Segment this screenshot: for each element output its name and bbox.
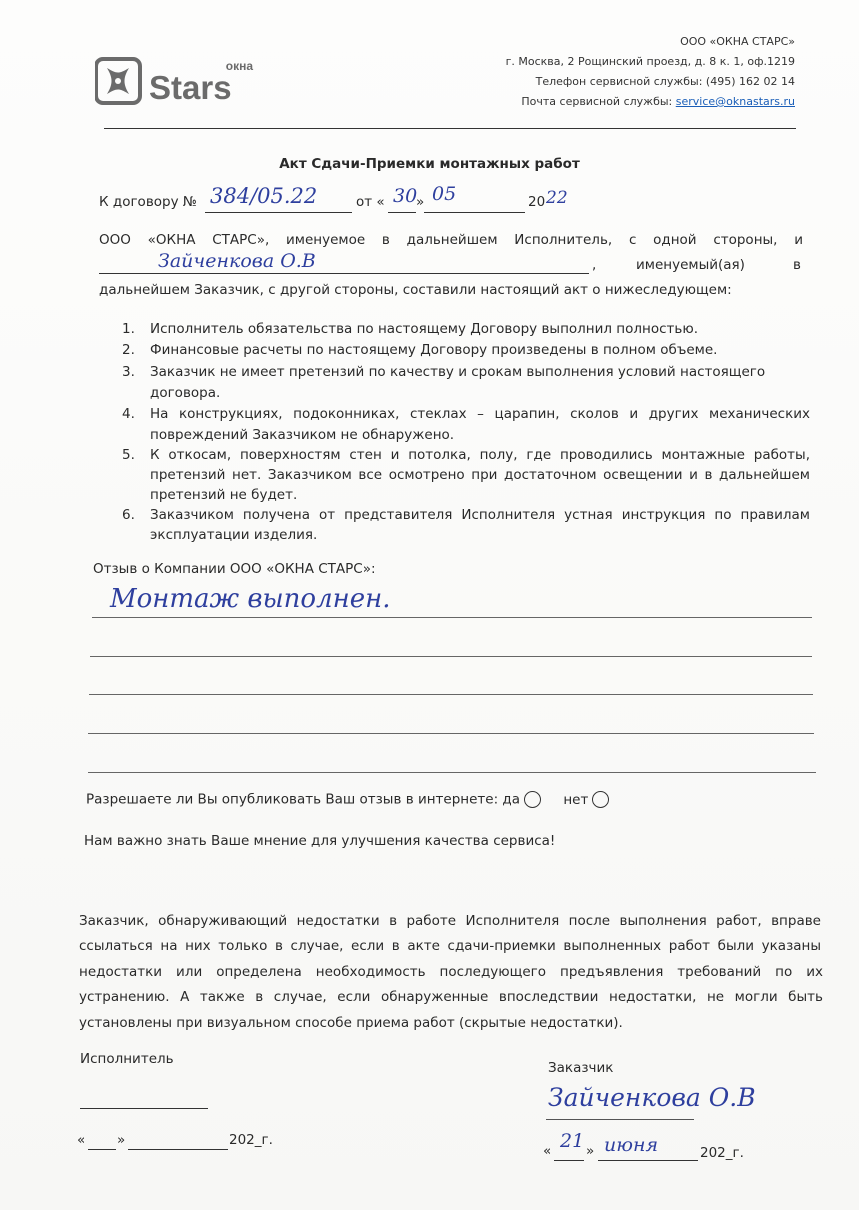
feedback-importance-text: Нам важно знать Ваше мнение для улучшения качества сервиса!: [84, 833, 556, 849]
list-item-text: Исполнитель обязательства по настоящему Договору выполнил полностью.: [150, 321, 699, 337]
legal-line: устранению. А также в случае, если обнаруженные впоследствии недостатки, не могли быть: [79, 989, 823, 1005]
executor-date-close: »: [117, 1132, 126, 1148]
customer-date-month: июня: [604, 1134, 659, 1156]
list-item-number: 6.: [122, 507, 135, 523]
logo-emblem-icon: [96, 59, 140, 103]
list-item-number: 3.: [122, 364, 135, 380]
list-item-number: 4.: [122, 406, 135, 422]
list-item-text: Заказчиком получена от представителя Исполнителя устная инструкция по правилам: [150, 507, 810, 523]
review-line: [88, 772, 816, 773]
list-item-number: 2.: [122, 342, 135, 358]
contract-day: 30: [393, 185, 418, 207]
list-item-text: эксплуатации изделия.: [150, 527, 318, 543]
publish-no-radio[interactable]: [592, 791, 609, 808]
contract-number: 384/05.22: [210, 184, 318, 208]
service-email-line: [521, 92, 795, 111]
review-line: [92, 617, 812, 618]
publish-no-label: нет: [563, 791, 589, 808]
publish-question: [86, 791, 609, 808]
contract-month: 05: [432, 183, 457, 205]
list-item-number: 1.: [122, 321, 135, 337]
contract-prefix: К договору №: [99, 194, 197, 210]
customer-date-day: 21: [560, 1130, 585, 1152]
intro-line-3: дальнейшем Заказчик, с другой стороны, составили настоящий акт о нижеследующем:: [99, 282, 732, 298]
document-title: Акт Сдачи-Приемки монтажных работ: [279, 156, 580, 172]
intro-in: в: [793, 257, 801, 273]
review-line: [89, 694, 813, 695]
executor-date-open: «: [77, 1132, 86, 1148]
intro-line-1: ООО «ОКНА СТАРС», именуемое в дальнейшем Исполнитель, с одной стороны, и: [99, 232, 803, 248]
company-address: г. Москва, 2 Рощинский проезд, д. 8 к. 1, оф.1219: [505, 55, 795, 68]
review-line: [90, 656, 812, 657]
legal-line: установлены при визуальном способе приема работ (скрытые недостатки).: [79, 1015, 623, 1031]
list-item-text: претензий нет. Заказчиком все осмотрено при достаточном освещении и в дальнейшем: [150, 467, 810, 483]
executor-label: Исполнитель: [80, 1051, 174, 1067]
review-label: Отзыв о Компании ООО «ОКНА СТАРС»:: [93, 561, 376, 577]
review-line: [88, 733, 814, 734]
contract-year-prefix: 20: [528, 194, 546, 210]
logo-main-text: Stars: [149, 69, 232, 106]
customer-name: Зайченкова О.В: [158, 250, 316, 272]
list-item-text: претензий не будет.: [150, 487, 298, 503]
list-item-text: договора.: [150, 385, 221, 401]
list-item-text: На конструкциях, подоконниках, стеклах – царапин, сколов и других механических: [150, 406, 810, 422]
customer-signature: Зайченкова О.В: [548, 1083, 756, 1112]
publish-yes-radio[interactable]: [524, 791, 541, 808]
list-item-number: 5.: [122, 447, 135, 463]
header-divider: [104, 128, 796, 129]
legal-line: ссылаться на них только в случае, если в акте сдачи-приемки выполненных работ были указаны: [79, 938, 821, 954]
executor-signature-line: [80, 1108, 208, 1109]
intro-named: именуемый(ая): [636, 257, 745, 273]
list-item-text: повреждений Заказчиком не обнаружено.: [150, 427, 455, 443]
intro-comma: ,: [592, 257, 597, 273]
service-email-label: Почта сервисной службы:: [521, 95, 673, 108]
customer-date-year: 202_г.: [700, 1145, 744, 1161]
okna-stars-logo: [95, 56, 265, 108]
review-text: Монтаж выполнен.: [110, 584, 391, 614]
executor-date-year: 202_г.: [229, 1132, 273, 1148]
logo-small-text: окна: [225, 59, 253, 73]
customer-date-open: «: [543, 1143, 552, 1159]
publish-question-text: Разрешаете ли Вы опубликовать Ваш отзыв в интернете: да: [86, 791, 521, 808]
customer-date-close: »: [586, 1143, 595, 1159]
contract-from: от «: [356, 194, 385, 210]
contract-close-quote: »: [416, 194, 425, 210]
contract-year-suffix: 22: [546, 188, 568, 208]
service-email-link[interactable]: service@oknastars.ru: [675, 95, 795, 108]
service-phone: Телефон сервисной службы: (495) 162 02 14: [535, 75, 795, 88]
list-item-text: К откосам, поверхностям стен и потолка, полу, где проводились монтажные работы,: [150, 447, 810, 463]
legal-line: Заказчик, обнаруживающий недостатки в работе Исполнителя после выполнения работ, вправе: [79, 913, 821, 929]
customer-label: Заказчик: [548, 1060, 614, 1076]
list-item-text: Заказчик не имеет претензий по качеству и срокам выполнения условий настоящего: [150, 364, 766, 380]
legal-line: недостатки или определена необходимость последующего предъявления требований по их: [79, 964, 823, 980]
company-name: ООО «ОКНА СТАРС»: [680, 35, 795, 48]
list-item-text: Финансовые расчеты по настоящему Договору произведены в полном объеме.: [150, 342, 718, 358]
